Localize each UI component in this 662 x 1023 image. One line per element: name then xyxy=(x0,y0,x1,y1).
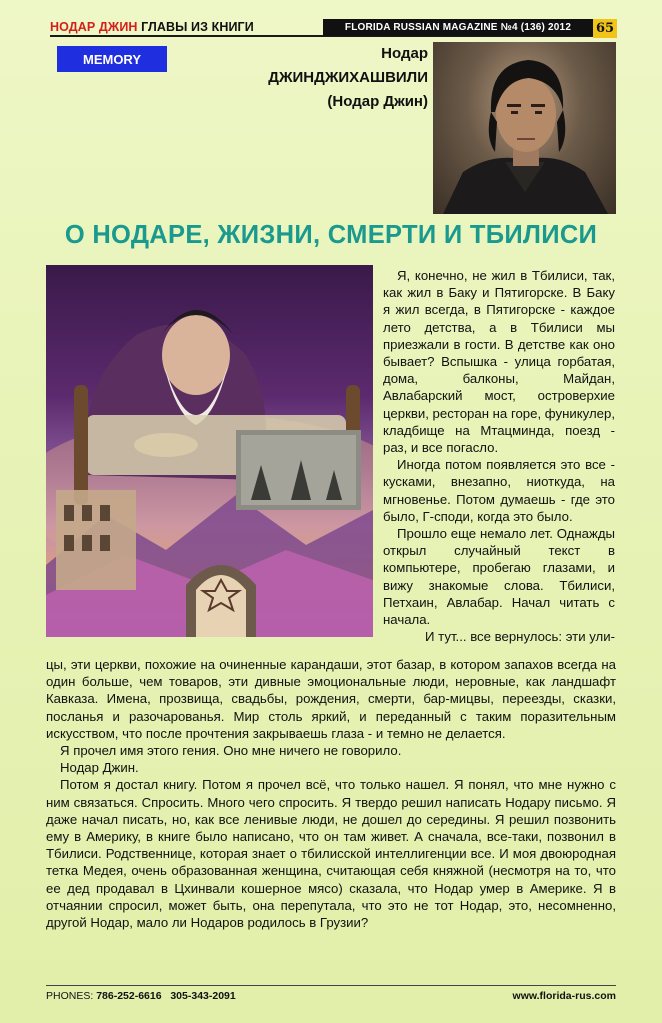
author-last-name: ДЖИНДЖИХАШВИЛИ xyxy=(268,69,428,86)
column-paragraph: Я, конечно, не жил в Тбилиси, так, как жил в Баку и Пятигорске. В Баку я жил всегда, в Пятигорске - каждое лето детства, а в Тбилиси мы приезжали в гости. В детстве как оно бывает? Вспышка - улица горбатая, дома, балконы, Майдан, Авлабарский мост, островерхие церкви, ресторан на горе, фуникулер, кладбище на Мтацминда, поезд - раз, и все погасло. xyxy=(383,268,615,456)
footer-rule xyxy=(46,985,616,986)
phones-label: PHONES: xyxy=(46,990,94,1002)
article-title: О НОДАРЕ, ЖИЗНИ, СМЕРТИ И ТБИЛИСИ xyxy=(64,221,598,249)
phone-number-1: 786-252-6616 xyxy=(96,990,162,1002)
magazine-issue-label: FLORIDA RUSSIAN MAGAZINE №4 (136) 2012 xyxy=(323,19,593,36)
page-number: 65 xyxy=(593,19,617,38)
section-author-label: НОДАР ДЖИН xyxy=(50,20,138,34)
memory-badge: MEMORY xyxy=(57,46,167,72)
phone-number-2: 305-343-2091 xyxy=(170,990,236,1002)
column-paragraph: И тут... все вернулось: эти ули- xyxy=(425,629,615,645)
body-paragraph: Потом я достал книгу. Потом я прочел всё, что только нашел. Я понял, что мне нужно с ним связаться. Спросить. Много чего спросить. Я твердо решил написать Нодару письмо. Я даже начал писать, но, как все ленивые люди, не дошел до середины. Я решил позвонить ему в Америку, в книге было написано, что он там живет. А сначала, все-таки, позвонил в Тбилиси. Родственнице, которая знает о тбилисской интеллигенции все. И моя двоюродная тетка Медея, очень образованная женщина, считающая себя княжной (несмотря на то, что ее дед продавал в Цхинвали кошерное мясо) сказала, что Нодар умер в Америке. Я в отчаянии спросил, может быть, она перепутала, что это не тот Нодар, это, несомненно, другой Нодар, мало ли Нодаров родилось в Грузии? xyxy=(46,777,616,931)
footer-website-link[interactable]: www.florida-rus.com xyxy=(512,990,616,1002)
author-portrait-photo xyxy=(433,42,616,214)
article-column-text xyxy=(383,267,615,645)
column-paragraph: Иногда потом появляется это все - кусками, внезапно, ниоткуда, на мгновенье. Потом думаешь - где это было, Г-споди, когда это было. xyxy=(383,457,615,524)
section-chapter-label: ГЛАВЫ ИЗ КНИГИ xyxy=(137,20,254,34)
section-header xyxy=(50,20,254,34)
author-block xyxy=(268,42,428,114)
body-paragraph: Нодар Джин. xyxy=(60,760,139,776)
author-pen-name: (Нодар Джин) xyxy=(327,93,428,110)
body-paragraph: цы, эти церкви, похожие на очиненные карандаши, этот базар, в котором запахов всегда на один больше, чем товаров, эти дивные эмоциональные люди, неровные, как ландшафт Кавказа. Имена, прозвища, свадьбы, рождения, смерти, бар-мицвы, переезды, сказки, посланья и разочарованья. Мир столь яркий, и переданный с таким поразительным искусством, что после прочтения закрываешь глаза - и темно не делается. xyxy=(46,657,616,741)
article-illustration xyxy=(46,265,373,637)
footer-phones xyxy=(46,990,236,1002)
body-paragraph: Я прочел имя этого гения. Оно мне ничего не говорило. xyxy=(60,743,402,759)
column-paragraph: Прошло еще немало лет. Однажды открыл случайный текст в компьютере, пробегаю глазами, и вижу знакомые слова. Тбилиси, Петхаин, Авлабар. Начал читать с начала. xyxy=(383,526,615,628)
author-first-name: Нодар xyxy=(381,45,428,62)
article-full-width-text xyxy=(46,656,616,931)
